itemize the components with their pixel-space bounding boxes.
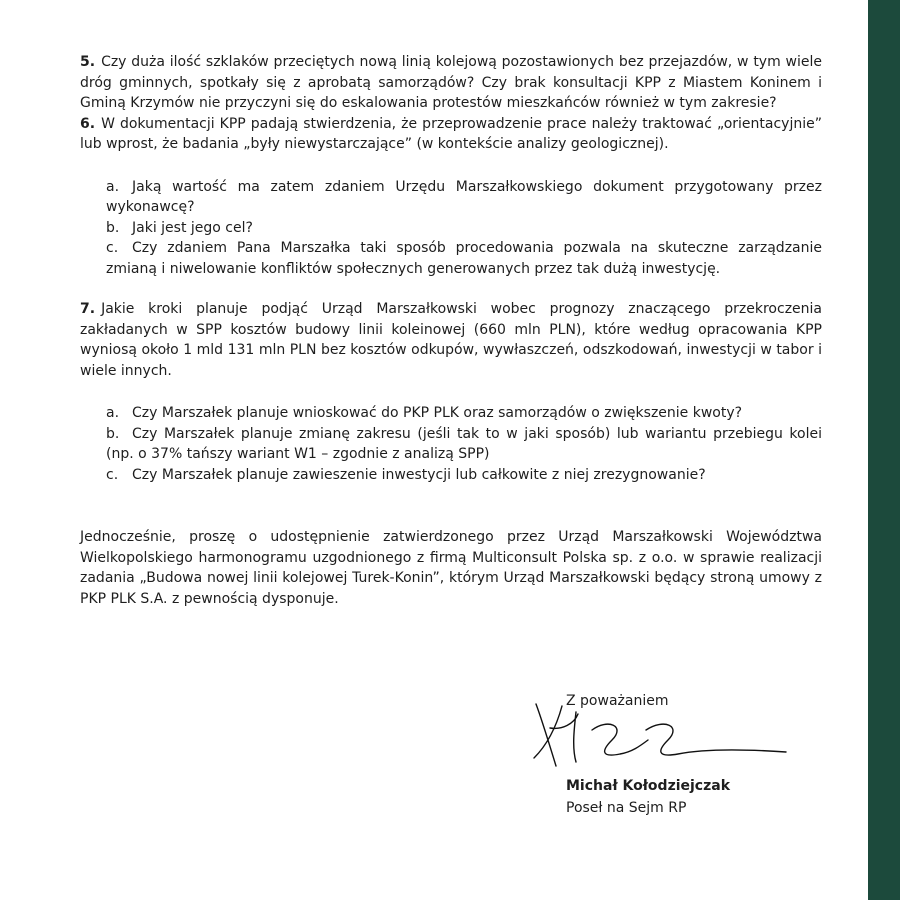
closing-paragraph: Jednocześnie, proszę o udostępnienie zatwierdzonego przez Urząd Marszałkowski Województwa Wielkopolskiego harmonogramu uzgodnionego z firmą Multiconsult Polska sp. z o.o. w sprawie realizacji zadania „Budowa nowej linii kolejowej Turek-Konin”, którym Urząd Marszałkowski będący stroną umowy z PKP PLK S.A. z pewnością dysponuje. [80,529,822,607]
list-letter: c. [106,240,119,256]
greeting: Z poważaniem [566,693,669,709]
list-item [106,218,822,239]
decorative-side-bar [868,0,900,900]
list-item [106,177,822,218]
question-7 [80,299,822,381]
list-item [106,238,822,279]
list-text: Czy Marszałek planuje wnioskować do PKP PLK oraz samorządów o zwiększenie kwoty? [132,405,743,421]
list-letter: a. [106,178,120,195]
list-text: Czy zdaniem Pana Marszałka taki sposób procedowania pozwala na skuteczne zarządzanie zmianą i niwelowanie konfliktów społecznych generowanych przez tak dużą inwestycję. [106,240,822,277]
question-6 [80,114,822,155]
list-text: Jaki jest jego cel? [132,219,253,236]
question-5 [80,52,822,114]
handwritten-signature [528,700,798,770]
list-letter: b. [106,219,120,236]
list-item [106,424,822,465]
question-text: W dokumentacji KPP padają stwierdzenia, że przeprowadzenie prace należy traktować „orientacyjnie” lub wprost, że badania „były niewystarczające” (w kontekście analizy geologicznej). [80,115,822,152]
list-letter: c. [106,466,119,483]
list-item [106,465,822,486]
list-text: Czy Marszałek planuje zawieszenie inwestycji lub całkowite z niej zrezygnowanie? [132,466,706,483]
question-text: Czy duża ilość szklaków przeciętych nową linią kolejową pozostawionych bez przejazdów, w tym wiele dróg gminnych, spotkały się z aprobatą samorządów? Czy brak konsultacji KPP z Miastem Koninem i Gminą Krzymów nie przyczyni się do eskalowania protestów mieszkańców również w tym zakresie? [80,54,822,111]
question-number: 6. [80,115,96,132]
question-text: Jakie kroki planuje podjąć Urząd Marszałkowski wobec prognozy znaczącego przekroczenia zakładanych w SPP kosztów budowy linii koleinowej (660 mln PLN), które według opracowania KPP wyniosą około 1 mld 131 mln PLN bez kosztów odkupów, wywłaszczeń, odszkodowań, inwestycji w tabor i wiele innych. [80,301,822,379]
list-letter: b. [106,425,120,442]
question-number: 7. [80,301,96,317]
signatory-name: Michał Kołodziejczak [566,778,731,794]
list-text: Jaką wartość ma zatem zdaniem Urzędu Marszałkowskiego dokument przygotowany przez wykonawcę? [106,178,822,215]
question-6-subpoints [80,177,822,280]
list-item [106,403,822,424]
question-number: 5. [80,54,96,70]
list-letter: a. [106,405,120,421]
letter-body [80,52,822,609]
list-text: Czy Marszałek planuje zmianę zakresu (jeśli tak to w jaki sposób) lub wariantu przebiegu kolei (np. o 37% tańszy wariant W1 – zgodnie z analizą SPP) [106,425,822,462]
signatory-title: Poseł na Sejm RP [566,800,687,816]
question-7-subpoints [80,403,822,485]
